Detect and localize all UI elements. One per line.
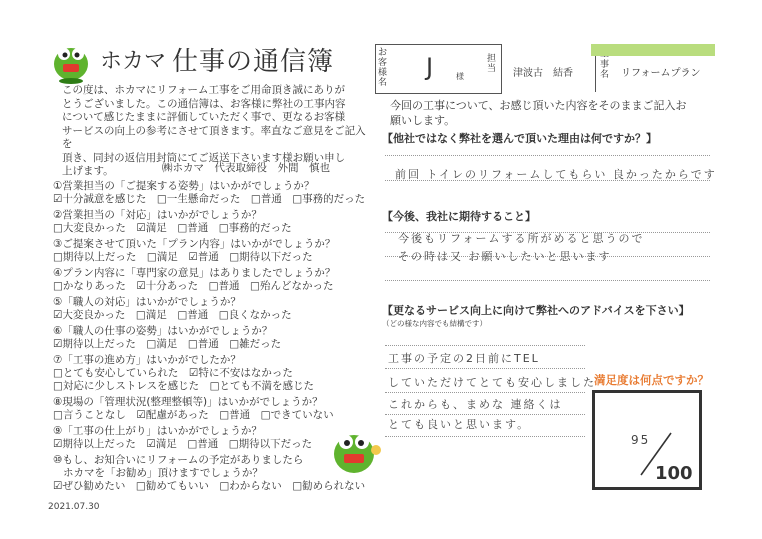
staff-box xyxy=(481,44,591,92)
customer-header xyxy=(375,44,715,94)
question-options: □とても安心していられた ☑特に不安はなかった xyxy=(53,367,293,379)
score-title: 満足度は何点ですか？ xyxy=(594,373,709,387)
answer-line xyxy=(385,392,585,393)
question-4 xyxy=(53,267,335,293)
question-options: ☑期待以上だった □満足 □普通 □雑だった xyxy=(53,338,282,350)
section-3-subtitle: （どの様な内容でも結構です） xyxy=(382,319,487,328)
page-title: 仕事の通信簿 xyxy=(172,47,335,77)
intro-line: について感じたままに評価していただく事で、更なるお客様 xyxy=(62,111,346,123)
intro-line: とうございました。この通信簿は、お客様に弊社の工事内容 xyxy=(62,97,346,110)
question-options: ☑大変良かった □満足 □普通 □良くなかった xyxy=(53,309,292,321)
question-3 xyxy=(53,238,335,264)
section-1-answer: 前回 トイレのリフォームしてもらい 良かったからです xyxy=(395,168,717,181)
intro-line: 頂き、同封の返信用封筒にてご返送下さいます様お願い申し xyxy=(62,151,346,164)
question-6 xyxy=(53,325,281,351)
answer-line xyxy=(385,280,710,281)
brand-name: ホカマ xyxy=(100,49,167,74)
question-text: ⑩もし、お知合いにリフォームの予定がありましたら xyxy=(53,454,304,466)
question-8 xyxy=(53,396,334,422)
question-text: ①営業担当の「ご提案する姿勢」はいかがでしょうか？ xyxy=(53,180,315,192)
work-label: 事名 xyxy=(600,60,610,80)
right-intro: 今回の工事について、お感じ頂いた内容をそのままご記入お願いします。 xyxy=(390,99,687,127)
question-text: ④プラン内容に「専門家の意見」はありましたでしょうか？ xyxy=(53,267,336,279)
staff-name: 津波古 結香 xyxy=(513,68,573,79)
section-3-title: 【更なるサービス向上に向けて弊社へのアドバイスを下さい】 xyxy=(382,304,690,317)
question-text: ⑤「職人の対応」はいかがでしょうか？ xyxy=(53,296,241,308)
question-1 xyxy=(53,180,365,206)
question-options: □大変良かった ☑満足 □普通 □事務的だった xyxy=(53,222,292,234)
score-box xyxy=(592,390,702,490)
customer-suffix: 様 xyxy=(456,72,464,81)
question-9 xyxy=(53,425,312,451)
question-text: ⑨「工事の仕上がり」はいかがでしょうか？ xyxy=(53,425,262,437)
question-text: ②営業担当の「対応」はいかがでしょうか？ xyxy=(53,209,262,221)
question-10 xyxy=(53,454,365,493)
question-options: ☑ぜひ勧めたい □勧めてもいい □わからない □勧められない xyxy=(53,480,366,492)
mascot-thumbs-up xyxy=(326,422,382,478)
answer-line xyxy=(385,414,585,415)
question-5 xyxy=(53,296,292,322)
question-options: ☑十分誠意を感じた □一生懸命だった □普通 □事務的だった xyxy=(53,193,366,205)
section-2-title: 【今後、我社に期待すること】 xyxy=(382,210,536,223)
question-text: ⑦「工事の進め方」はいかがでしたか？ xyxy=(53,354,241,366)
answer-line xyxy=(385,436,585,437)
intro-line: 上げます。 xyxy=(62,165,114,177)
section-3-answer-4: とても良いと思います。 xyxy=(388,418,531,431)
green-band xyxy=(591,44,715,56)
section-3-answer-2: していただけてとても安心しました xyxy=(388,376,596,389)
answer-line xyxy=(385,368,585,369)
date-stamp: 2021.07.30 xyxy=(48,502,100,512)
answer-line xyxy=(385,155,710,156)
divider xyxy=(501,44,502,92)
question-2 xyxy=(53,209,292,235)
question-text-2: ホカマを「お勧め」頂けますでしょうか？ xyxy=(63,467,263,479)
score-value: 95 xyxy=(631,433,651,447)
answer-line xyxy=(385,345,585,346)
question-text: ③ご提案させて頂いた「プラン内容」はいかがでしょうか？ xyxy=(53,238,336,250)
question-options: □言うことなし ☑配慮があった □普通 □できていない xyxy=(53,409,334,421)
mascot-logo xyxy=(48,38,94,84)
score-max: 100 xyxy=(655,463,693,484)
question-text: ⑥「職人の仕事の姿勢」はいかがでしょうか？ xyxy=(53,325,273,337)
staff-label: 担当 xyxy=(487,54,497,74)
section-1-title: 【他社ではなく弊社を選んで頂いた理由は何ですか？】 xyxy=(382,132,657,145)
question-text: ⑧現場の「管理状況(整理整頓等)」はいかがでしょうか？ xyxy=(53,396,323,408)
question-7 xyxy=(53,354,314,393)
signature: ㈱ホカマ 代表取締役 外間 慎也 xyxy=(162,162,330,174)
question-options: □かなりあった ☑十分あった □普通 □殆んどなかった xyxy=(53,280,334,292)
question-options: □期待以上だった □満足 ☑普通 □期待以下だった xyxy=(53,251,313,263)
section-2-answer-2: その時は又 お願いしたいと思います xyxy=(398,250,612,263)
question-options: □対応に少しストレスを感じた □とても不満を感じた xyxy=(53,380,315,392)
intro-line: この度は、ホカマにリフォーム工事をご用命頂き誠にありが xyxy=(62,84,345,96)
intro-line: サービスの向上の参考にさせて頂きます。率直なご意見をご記入を xyxy=(62,124,366,150)
question-options: ☑期待以上だった ☑満足 □普通 □期待以下だった xyxy=(53,438,313,450)
work-name: リフォームプラン xyxy=(621,68,701,79)
answer-line xyxy=(385,180,710,181)
section-3-answer-1: 工事の予定の2日前にTEL xyxy=(388,352,540,365)
section-2-answer-1: 今後もリフォームする所がめると思うので xyxy=(398,232,645,245)
customer-label: お客様名 xyxy=(378,48,388,88)
section-3-answer-3: これからも、まめな 連絡くは xyxy=(388,398,563,411)
customer-name: J xyxy=(426,53,434,81)
